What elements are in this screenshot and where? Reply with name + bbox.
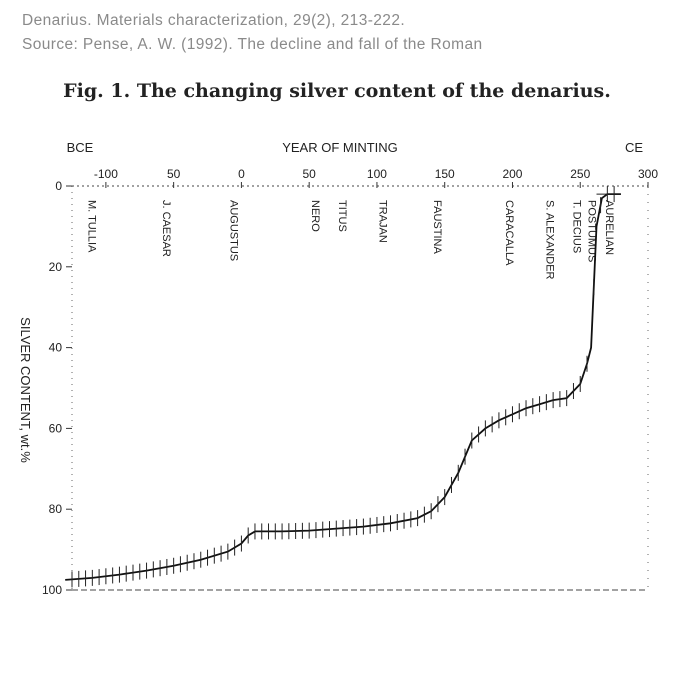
data-series — [65, 186, 621, 587]
x-tick-label: -100 — [93, 167, 118, 181]
figure-title: Fig. 1. The changing silver content of the denarius. — [63, 80, 611, 102]
ruler-label: TITUS — [336, 200, 349, 232]
x-axis-ce-label: CE — [624, 140, 644, 155]
y-tick-label: 20 — [48, 259, 62, 274]
y-tick-label: 0 — [55, 179, 62, 193]
y-tick-label: 40 — [48, 340, 62, 355]
x-tick-label: 300 — [637, 167, 659, 181]
x-tick-label: 200 — [502, 167, 523, 181]
x-tick-label: 0 — [238, 167, 245, 181]
x-tick-label: 150 — [434, 167, 455, 181]
x-tick-label: 100 — [366, 167, 387, 181]
x-axis — [94, 167, 658, 188]
ruler-label: T. DECIUS — [570, 200, 583, 254]
ruler-label: J. CAESAR — [159, 200, 172, 257]
ruler-label: CARACALLA — [502, 200, 515, 266]
x-tick-label: 250 — [570, 167, 591, 181]
ruler-label: S. ALEXANDER — [543, 200, 556, 280]
y-axis — [42, 179, 72, 597]
ruler-label: FAUSTINA — [430, 200, 443, 254]
x-axis-label: YEAR OF MINTING — [282, 140, 398, 155]
ruler-label: AURELIAN — [603, 200, 616, 256]
source-citation-line-2: Source: Pense, A. W. (1992). The decline and fall of the Roman — [22, 36, 483, 53]
ruler-labels — [85, 200, 615, 280]
ruler-label: NERO — [308, 200, 321, 232]
y-tick-label: 100 — [41, 583, 62, 597]
ruler-label: TRAJAN — [376, 200, 389, 243]
ruler-label: M. TULLIA — [85, 200, 98, 253]
ruler-label: AUGUSTUS — [227, 200, 240, 262]
x-tick-label: 50 — [166, 167, 181, 181]
source-citation-line-1: Denarius. Materials characterization, 29(2), 213-222. — [22, 12, 406, 29]
y-axis-label: SILVER CONTENT, wt.% — [18, 317, 33, 463]
ruler-label: POSTUMUS — [585, 200, 598, 263]
x-axis-bce-label: BCE — [66, 140, 94, 155]
y-tick-label: 80 — [48, 502, 62, 517]
chart-frame — [72, 186, 648, 590]
y-tick-label: 60 — [48, 421, 62, 436]
x-tick-label: 50 — [302, 167, 316, 181]
